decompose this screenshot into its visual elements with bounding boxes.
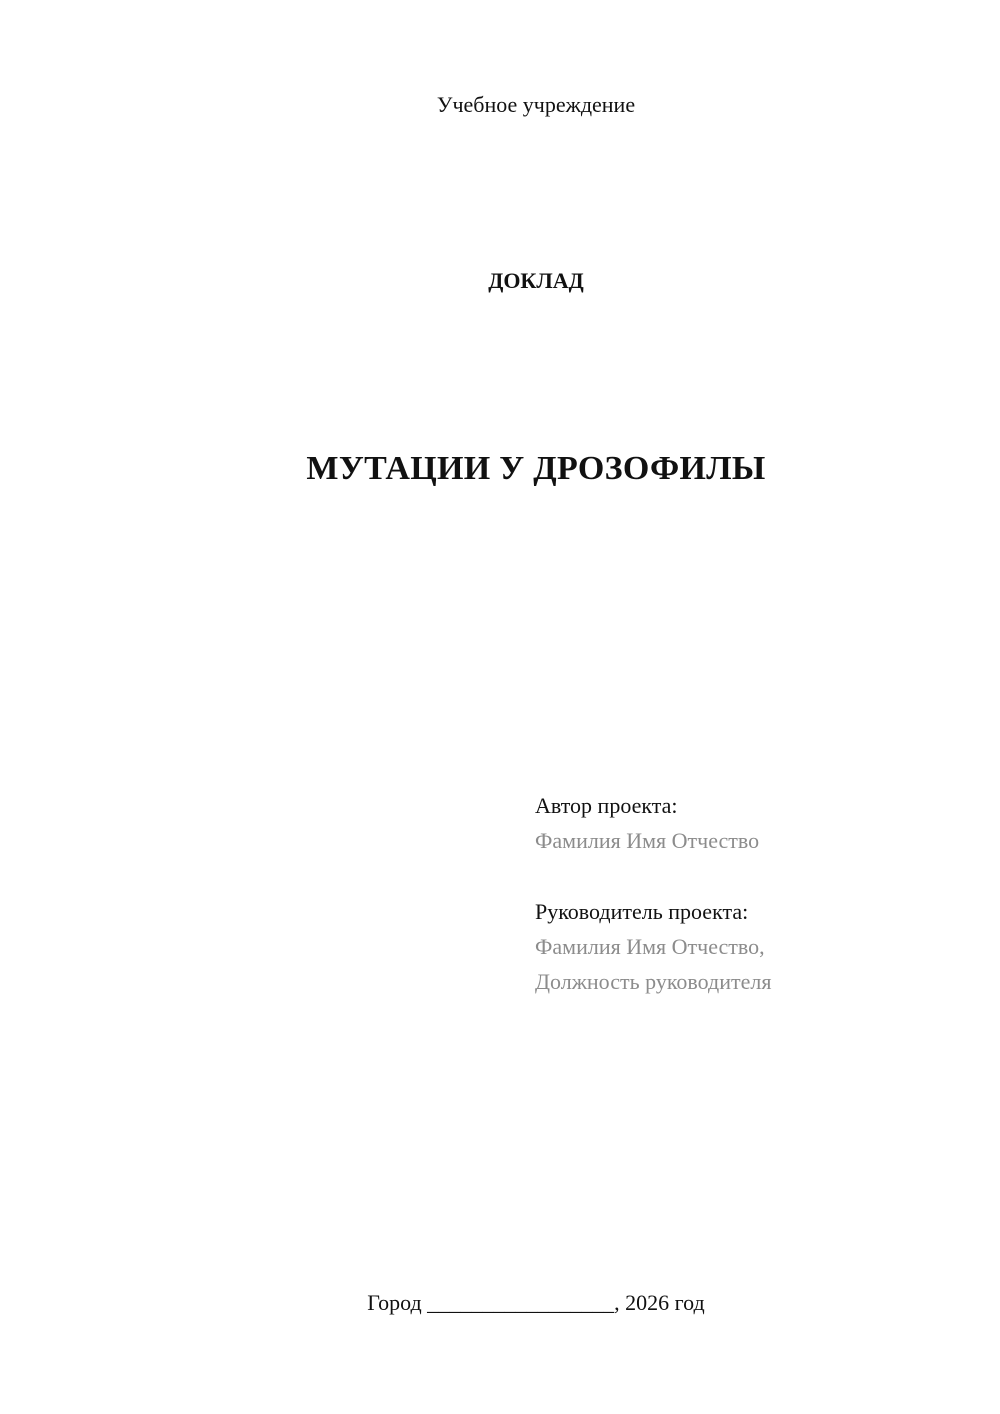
institution-name: Учебное учреждение [436, 92, 636, 117]
city-year-line [0, 1290, 1000, 1316]
supervisor-position: Должность руководителя [535, 969, 772, 994]
author-name: Фамилия Имя Отчество [535, 828, 760, 853]
city-blank: _________________ [427, 1290, 615, 1315]
document-title: МУТАЦИИ У ДРОЗОФИЛЫ [306, 450, 766, 487]
year-text: , 2026 год [614, 1290, 705, 1315]
spacer [535, 858, 975, 894]
city-label: Город [367, 1290, 422, 1315]
document-type: ДОКЛАД [488, 268, 584, 293]
project-info-block [535, 788, 975, 999]
supervisor-label: Руководитель проекта: [535, 899, 749, 924]
author-label: Автор проекта: [535, 793, 678, 818]
supervisor-name: Фамилия Имя Отчество, [535, 934, 765, 959]
